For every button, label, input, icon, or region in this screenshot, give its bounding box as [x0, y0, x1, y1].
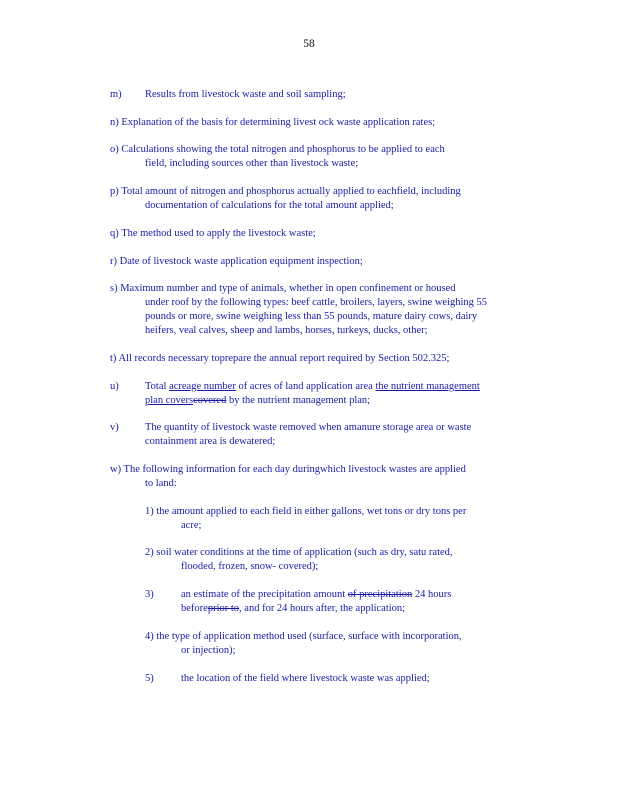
item-o	[110, 143, 550, 171]
inserted-text: plan covers	[145, 395, 194, 406]
item-text-line1: Calculations showing the total nitrogen and phosphorus to be applied to each	[121, 144, 445, 155]
inserted-text: acreage number	[169, 381, 236, 392]
subitem-4	[145, 630, 525, 658]
item-w	[110, 463, 550, 491]
subitem-text: the location of the field where livestock waste was applied;	[181, 673, 430, 684]
item-text-line1: The following information for each day duringwhich livestock wastes are applied	[123, 464, 466, 475]
item-text: Explanation of the basis for determining livest ock waste application rates;	[121, 117, 436, 128]
inserted-text: the nutrient management	[375, 381, 480, 392]
item-text-line2: containment area is dewatered;	[145, 436, 276, 447]
subitem-text-line2: or injection);	[181, 645, 236, 656]
subitem-label: 2)	[145, 547, 154, 558]
subitem-5	[145, 672, 525, 686]
deleted-text: of precipitation	[347, 589, 413, 600]
item-label: w)	[110, 464, 122, 475]
subitem-text-line2: flooded, frozen, snow- covered);	[181, 561, 319, 572]
item-v	[110, 421, 550, 449]
item-m	[110, 88, 550, 102]
item-text-mid: of acres of land application area	[235, 381, 376, 392]
item-text: All records necessary toprepare the annual report required by Section 502.325;	[118, 353, 450, 364]
subitem-text-pre: an estimate of the precipitation amount	[181, 589, 348, 600]
item-text-line1: Total amount of nitrogen and phosphorus actually applied to eachfield, including	[121, 186, 461, 197]
subitem-label: 3)	[145, 589, 154, 600]
item-text-line3: pounds or more, swine weighing less than 55 pounds, mature dairy cows, dairy	[145, 311, 478, 322]
item-text: The method used to apply the livestock waste;	[121, 228, 316, 239]
subitem-3	[145, 588, 525, 616]
item-text: Date of livestock waste application equipment inspection;	[119, 256, 363, 267]
item-text-line2: field, including sources other than livestock waste;	[145, 158, 359, 169]
subitem-text-pre: before	[181, 603, 208, 614]
item-text: Results from livestock waste and soil sampling;	[145, 89, 346, 100]
deleted-text: prior to	[207, 603, 240, 614]
subitem-1	[145, 505, 525, 533]
subitem-text-post: 24 hours	[412, 589, 452, 600]
item-text-line1: Maximum number and type of animals, whether in open confinement or housed	[120, 283, 456, 294]
item-label: u)	[110, 381, 119, 392]
item-s	[110, 282, 550, 338]
item-label: m)	[110, 89, 122, 100]
item-text-line1: The quantity of livestock waste removed when amanure storage area or waste	[145, 422, 472, 433]
item-label: t)	[110, 353, 117, 364]
item-label: o)	[110, 144, 119, 155]
subitem-text-line2: acre;	[181, 520, 202, 531]
subitem-text-line1: the amount applied to each field in either gallons, wet tons or dry tons per	[156, 506, 467, 517]
item-p	[110, 185, 550, 213]
item-label: s)	[110, 283, 118, 294]
subitem-2	[145, 546, 525, 574]
subitem-label: 5)	[145, 673, 154, 684]
item-u	[110, 380, 550, 408]
item-label: n)	[110, 117, 119, 128]
item-text-line2: under roof by the following types: beef cattle, broilers, layers, swine weighing 55	[145, 297, 488, 308]
item-text-line2: to land:	[145, 478, 177, 489]
subitem-label: 1)	[145, 506, 154, 517]
deleted-text: covered	[193, 395, 227, 406]
item-n	[110, 116, 550, 130]
item-label: r)	[110, 256, 117, 267]
subitem-text-line1: the type of application method used (surface, surface with incorporation,	[156, 631, 462, 642]
subitem-text-rest: , and for 24 hours after, the application;	[239, 603, 406, 614]
item-text-line4: heifers, veal calves, sheep and lambs, horses, turkeys, ducks, other;	[145, 325, 428, 336]
subitem-label: 4)	[145, 631, 154, 642]
item-text-line2: documentation of calculations for the total amount applied;	[145, 200, 394, 211]
subitem-text-line1: soil water conditions at the time of application (such as dry, satu rated,	[156, 547, 453, 558]
item-label: p)	[110, 186, 119, 197]
item-text-rest: by the nutrient management plan;	[226, 395, 371, 406]
item-text-pre: Total	[145, 381, 170, 392]
page-number: 58	[303, 38, 315, 50]
item-r	[110, 255, 550, 269]
item-t	[110, 352, 550, 366]
item-q	[110, 227, 550, 241]
item-label: v)	[110, 422, 119, 433]
item-label: q)	[110, 228, 119, 239]
